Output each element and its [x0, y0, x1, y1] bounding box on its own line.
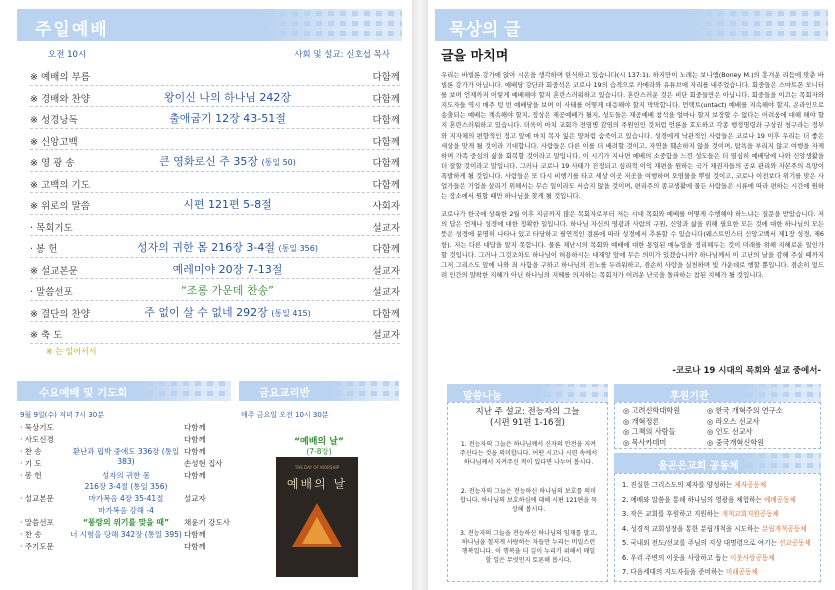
meditation-body [441, 70, 824, 288]
order-item-name: · 주기도문 [20, 541, 54, 551]
order-item-leader: 설교자 [372, 265, 400, 277]
community-item [622, 479, 818, 491]
friday-book-title: “예배의 날” [294, 437, 344, 447]
worship-order-row [30, 107, 400, 129]
sponsor-title: 후원기관 [670, 391, 709, 402]
order-item-name: ※ 축 도 [30, 330, 63, 341]
pixel-decoration [538, 384, 608, 402]
order-item-name: ※ 예배의 부름 [30, 72, 90, 83]
circle-bullet-icon: ◎ [707, 406, 714, 415]
order-item-leader: 다함께 [184, 541, 206, 551]
order-item-leader: 다함께 [372, 179, 400, 191]
friday-title: 금요교리반 [259, 387, 310, 399]
order-item-leader: 사회자 [372, 201, 400, 212]
sharing-sermon-name: 지난 주 설교: 전능자의 그늘 [475, 407, 580, 417]
community-item [622, 552, 818, 564]
wednesday-header [17, 381, 231, 401]
order-item-name: ※ 설교본문 [30, 265, 78, 277]
order-item-name: · 찬 송 [20, 446, 42, 456]
community-item-label: 분립개척공동체 [761, 524, 807, 533]
order-item-name: ※ 영 광 송 [30, 158, 75, 169]
order-item-detail [110, 282, 345, 298]
wednesday-order-row [20, 504, 230, 516]
order-item-text: 예레미야 20장 7-13절 [172, 262, 283, 276]
order-item-text: 성자의 귀한 몸 216장 3-4절 [137, 241, 275, 254]
worship-order-row [30, 193, 400, 215]
order-item-note: (통일 415) [271, 308, 311, 318]
wednesday-title: 수요예배 및 기도회 [39, 387, 128, 399]
wednesday-order-row [20, 469, 230, 481]
order-item-name: ※ 위로의 말씀 [30, 201, 90, 212]
order-item-name: · 묵상기도 [20, 423, 54, 432]
order-item-note: (통일 50) [261, 158, 296, 167]
sharing-question: 1. 전능자의 그늘은 하나님께서 신자의 안전을 지켜 주신다는 것을 의미합니다. 어떤 시고나 시련 속에서 하나님께서 지켜주신 적이 있다면 나누어 봅시다. [459, 441, 598, 466]
order-item-leader: 다함께 [184, 470, 206, 480]
order-item-detail: 216장 3-4절 (통일 356) [84, 482, 168, 492]
sharing-question: 2. 전능자의 그늘은 전능하신 하나님의 보호를 의미합니다. 하나님의 보호하심에 대해 시편 121편을 묵상해 봅시다. [459, 488, 598, 513]
page-fold [412, 0, 428, 590]
sponsor-box [614, 402, 821, 449]
order-item-leader: 다함께 [184, 530, 206, 540]
order-item-detail: 성자의 귀한 몸 [101, 470, 151, 480]
sharing-header [447, 384, 608, 402]
sponsor-item [707, 406, 783, 416]
order-item-leader: 다함께 [372, 115, 400, 126]
book-cover-title: 예배의 날 [286, 477, 348, 491]
order-item-name: ※ 성경낭독 [30, 115, 78, 126]
sponsor-item [623, 438, 666, 448]
order-item-name: ※ 결단의 찬양 [30, 308, 90, 320]
pixel-decoration [688, 9, 828, 41]
worship-order-row [30, 236, 400, 258]
sponsor-name: 고려신학대학원 [631, 406, 681, 415]
standup-note: ※ 는 일어서서 [46, 347, 97, 356]
wednesday-order-row [20, 516, 230, 528]
order-item-name: ※ 고백의 기도 [30, 179, 90, 191]
order-item-leader: 다함께 [372, 72, 400, 83]
community-item [622, 523, 818, 535]
sharing-sermon-title [448, 407, 607, 429]
order-item-detail [110, 110, 345, 126]
order-item-leader: 다함께 [184, 423, 206, 432]
order-item-leader: 다함께 [184, 434, 206, 444]
order-item-name: · 설교본문 [20, 494, 54, 504]
order-item-detail: 너 시험을 당해 342장 (통일 395) [70, 530, 182, 540]
order-item-name: · 봉 헌 [20, 470, 42, 480]
wednesday-order-list [20, 421, 230, 552]
order-item-detail [110, 239, 345, 255]
sponsor-item [623, 427, 676, 437]
order-item-detail: “풍랑의 위기를 맞을 때” [82, 518, 170, 528]
worship-order-row [30, 86, 400, 108]
sponsor-name: 그책의 사람들 [631, 427, 676, 436]
circle-bullet-icon: ◎ [707, 437, 714, 447]
order-item-name: ※ 신앙고백 [30, 136, 78, 148]
worship-order-row [30, 279, 400, 301]
order-item-leader: 다함께 [372, 136, 400, 148]
order-item-leader: 손성현 집사 [184, 458, 223, 468]
order-item-leader: 설교자 [372, 330, 400, 341]
wednesday-order-row [20, 540, 230, 552]
worship-order-row [30, 322, 400, 344]
meditation-paragraph: 우리는 바빌론 강가에 앉아 시온을 생각하며 탄식하고 있습니다(시 137:1). 하지만이 노래는 보니엠(Boney M.)의 흥겨운 리듬에 맞춘 바빌론 강가가 아닙니다. 예배당 강단과 회중석은 코로나 19의 습격으로 카메라와 유튜브에 자리를 내주었습니다. 회중들은 스마트폰 모니터를 보며 언제까지 이렇게 예배해야 할지 혼란스러워하고 있습니다. 혼란스러운 것은 비단 회중들만은 아닙니다. 회중들을 이끄는 목회자와 지도자들 역시 매주 텅 빈 예배당을 보며 이 사태를 어떻게 대응해야 할지 막막합니다. 언택트(untact) 예배를 지속해야 할지, 온라인으로 송출되는 예배는 계속해야 할지, 정상은 재공예배가 될지, 성도들은 재공예배 참석을 얼마나 할지 보장할 수 없다는 어려움에 대해 해야 할지 혼란스러워하고 있습니다. 더욱이 마치 교회가 전염병 감염의 주원인인 것처럼 언론을 호도하고 각종 행정명령과 구상권 청구라는 정부와 지자체의 편향적인 정고 앞에 마치 목자 잃은 양처럼 숨죽이고 있습니다. 성경에게 낙관적인 사람들은 코로나 19 이후 우리는 더 좋은 세상을 맞게 될 것이라 기대합니다. 사람들은 다른 이를 더 배려할 것이고, 자연을 훼손하지 않을 것이며, 탐욕을 부리지 않고 여행을 자제하며 가족 중심의 삶을 회복할 것이라고 말입니다. 이 시기가 지나면 예배의 소중함을 느낀 성도들은 더 열심히 예배당에 나와 신앙생활을 더 잘할 것이라고 말입니다. 그러나 코로나 19 사태가 진정되고 심리적 이익 재편을 원하는 국가 채권자들의 공포 관리와 자본주의 욕망이 폭발하게 될 것입니다. 사람들은 또 다시 비행기를 타고 세상 이곳 저곳을 여행하며 오염물을 뿌릴 것이고, 코로나 이전보다 위기를 맞은 사업가들은 기업을 살리기 위해서는 무슨 일이라도 서슴지 않을 것이며, 편리주의 종교생활에 물든 사람들은 시류에 따라 편하는 시간에 원하는 장소에서 원할 때만 하나님을 찾게 될 것입니다. [441, 71, 824, 201]
meditation-section-title: 묵상의 글 [449, 20, 521, 40]
community-item-text: 6. 우리 주변의 이웃을 사랑하고 돕는 [622, 553, 731, 562]
worship-order-row [30, 258, 400, 280]
pixel-decoration [741, 453, 821, 473]
community-item-text: 3. 작은 교회를 후원하고 지원하는 [622, 510, 722, 518]
community-item-label: 개척교회지원공동체 [721, 510, 779, 518]
left-page [0, 0, 412, 590]
book-cover-image [276, 457, 358, 577]
sponsor-item [707, 417, 760, 427]
community-item [622, 566, 818, 578]
book-cover-small-text: THE DAY OF WORSHIP [294, 465, 340, 470]
community-item-label: 미래공동체 [725, 568, 758, 576]
circle-bullet-icon: ◎ [623, 427, 630, 436]
order-item-name: · 봉 헌 [30, 244, 58, 255]
order-item-leader: 설교자 [372, 287, 400, 298]
order-item-leader: 다함께 [184, 446, 206, 456]
friday-book-chapters: (7-8장) [306, 447, 332, 456]
wednesday-order-row [20, 457, 230, 469]
order-item-detail: 마가복음 강해 -4 [98, 506, 154, 516]
order-item-leader: 채윤기 강도사 [184, 518, 230, 528]
community-box [614, 473, 821, 582]
circle-bullet-icon: ◎ [623, 416, 630, 426]
community-item-label: 이웃사랑공동체 [730, 553, 775, 562]
wednesday-order-row [20, 492, 230, 504]
pixel-decoration [141, 381, 231, 401]
community-item [622, 537, 818, 549]
community-title: 울곤은교회 공동체 [658, 461, 739, 472]
circle-bullet-icon: ◎ [707, 427, 714, 436]
sponsor-item [623, 406, 680, 416]
wednesday-time: 9월 9일(수) 저녁 7시 30분 [20, 411, 104, 419]
order-item-detail [110, 89, 345, 105]
worship-order-row [30, 150, 400, 172]
circle-bullet-icon: ◎ [623, 406, 630, 415]
order-item-detail [110, 196, 345, 212]
circle-bullet-icon: ◎ [623, 437, 630, 447]
sponsor-name: 중국개혁신학원 [715, 437, 765, 447]
worship-order-row [30, 301, 400, 323]
wednesday-order-row [20, 433, 230, 445]
worship-order-list [30, 64, 400, 344]
order-item-text: 왕이신 나의 하나님 242장 [163, 90, 292, 104]
meditation-source: -코로나 19 시대의 목회와 설교 중에서- [672, 366, 821, 376]
sharing-title: 말씀나눔 [463, 391, 502, 402]
community-item-text: 2. 예배와 말씀을 통해 하나님의 영광을 체험하는 [622, 495, 764, 504]
community-item-text: 5. 국내외 전도/선교를 주님의 지상 대명령으로 여기는 [622, 539, 779, 547]
sponsor-name: 개혁정론 [631, 416, 660, 426]
sponsor-name: 한국 개혁주의 연구소 [715, 406, 783, 415]
order-item-leader: 다함께 [372, 308, 400, 320]
sharing-sermon-text: (시편 91편 1-16절) [490, 418, 565, 428]
worship-order-row [30, 215, 400, 237]
order-item-detail [110, 153, 345, 169]
sponsor-name: 라오스 선교사 [715, 416, 760, 426]
order-item-name: · 말씀선포 [30, 287, 73, 298]
worship-order-row [30, 129, 400, 151]
sponsor-header [614, 384, 821, 402]
worship-time: 오전 10시 [48, 50, 87, 60]
circle-bullet-icon: ◎ [707, 416, 714, 426]
order-item-text: 주 없이 살 수 없네 292장 [144, 305, 268, 319]
order-item-name: · 사도신경 [20, 434, 54, 444]
order-item-detail [110, 261, 345, 277]
community-item-label: 선교공동체 [778, 539, 811, 547]
order-item-text: “조롱 가운데 찬송” [181, 284, 274, 297]
worship-header [17, 9, 402, 41]
wednesday-order-row [20, 421, 230, 433]
friday-header [239, 381, 399, 401]
meditation-header [435, 9, 828, 41]
order-item-text: 시편 121편 5-8절 [183, 198, 272, 211]
order-item-detail: 환난과 핍박 중에도 336장 (통일 383) [72, 446, 180, 466]
worship-title: 주일예배 [35, 20, 109, 40]
community-item-label: 예배공동체 [763, 495, 796, 504]
order-item-name: · 기 도 [20, 458, 42, 468]
order-item-note: (통일 356) [278, 244, 318, 253]
community-item-label: 제자공동체 [734, 481, 767, 489]
meditation-paragraph: 코로나가 한국에 상륙한 2월 이후 지금까지 많은 목회자로부터 저는 시대 목회와 예배를 어떻게 수행해야 하느냐는 질문을 받았습니다. 저의 답은 언제나 성경에 대한 정확한 일입니다. 하나님 자신의 영광과 사람의 구원, 신앙과 삶을 위해 필요한 모든 것에 대한 하나님의 모든 뜻은 성경에 분명히 나타나 있고 타당하고 필연적인 결론에 따라 성경에서 추론할 수 있습니다(웨스트민스터 신앙고백서 제1장 성경, 제6항). 저는 다른 대답을 알지 못합니다. 물론 재난시의 목회와 예배에 대한 통일된 매뉴얼을 정리해두는 것이 미래를 위해 지혜로운 일인가 할 것입니다. 그러나 그것조차도 하나님이 허용하시는 대재앙 앞에 무슨 의미가 있겠습니까? 하나님께서 이 고난의 날을 감해 주실 때까지 그저 그리스도 앞에 나와 죄 사함을 구하고 하나님의 진노를 두려워하고, 겸손히 사랑을 실천하며 빛 가운데로 행할 뿐입니다. 겸손히 엎드려 인간의 얄팍한 지혜가 아닌 하나님의 지혜를 의지하는 목회자가 어려운 난국을 돌파하는 참된 지혜가 될 것입니다. [441, 210, 824, 279]
order-item-leader: 다함께 [372, 93, 400, 105]
pixel-decoration [262, 9, 402, 41]
order-item-text: 출애굽기 12장 43-51절 [169, 112, 286, 125]
community-item-text: 1. 진실한 그리스도의 제자를 양성하는 [622, 481, 735, 489]
sponsor-item [623, 417, 659, 427]
sharing-question: 3. 전능자의 그늘을 전능하신 하나님의 임재를 말고, 하나님을 철저게 사랑하는 자들만 누리는 비밀스런 행복입니다. 이 행복을 더 깊이 누리기 위해서 매일 할 일은 무엇인지 토론해 봅시다. [459, 530, 598, 564]
pixel-decoration [741, 384, 821, 402]
sponsor-item [707, 427, 753, 437]
community-item-text: 4. 성경적 교회성장을 통한 분립개척을 시도하는 [622, 524, 762, 533]
order-item-name: · 찬 송 [20, 530, 42, 540]
worship-order-row [30, 172, 400, 194]
community-item [622, 494, 818, 506]
order-item-leader: 설교자 [372, 222, 400, 234]
order-item-leader: 다함께 [372, 158, 400, 169]
community-item-text: 7. 다음세대의 지도자들을 준비하는 [622, 568, 726, 576]
order-item-name: · 말씀선포 [20, 518, 54, 528]
wednesday-order-row [20, 480, 230, 492]
pixel-decoration [329, 381, 399, 401]
community-header [614, 453, 821, 473]
order-item-leader: 설교자 [184, 494, 206, 504]
order-item-name: · 목회기도 [30, 222, 73, 234]
worship-preacher: 사회 및 설교: 신호섭 목사 [294, 50, 390, 60]
sponsor-item [707, 438, 764, 448]
sponsor-name: 목사카데미 [631, 437, 667, 447]
meditation-title: 글을 마치며 [441, 49, 509, 64]
order-item-detail [110, 304, 345, 320]
order-item-name: ※ 경배와 찬양 [30, 93, 90, 105]
friday-time: 매주 금요일 오전 10시 30분 [241, 411, 329, 419]
sharing-box [447, 402, 608, 582]
worship-order-row [30, 64, 400, 86]
wednesday-order-row [20, 528, 230, 540]
community-item [622, 508, 818, 520]
order-item-leader: 다함께 [372, 244, 400, 255]
order-item-detail: 마가복음 4장 35-41절 [88, 494, 164, 504]
order-item-text: 큰 영화로신 주 35장 [159, 155, 258, 168]
sponsor-name: 인도 선교사 [715, 427, 753, 436]
